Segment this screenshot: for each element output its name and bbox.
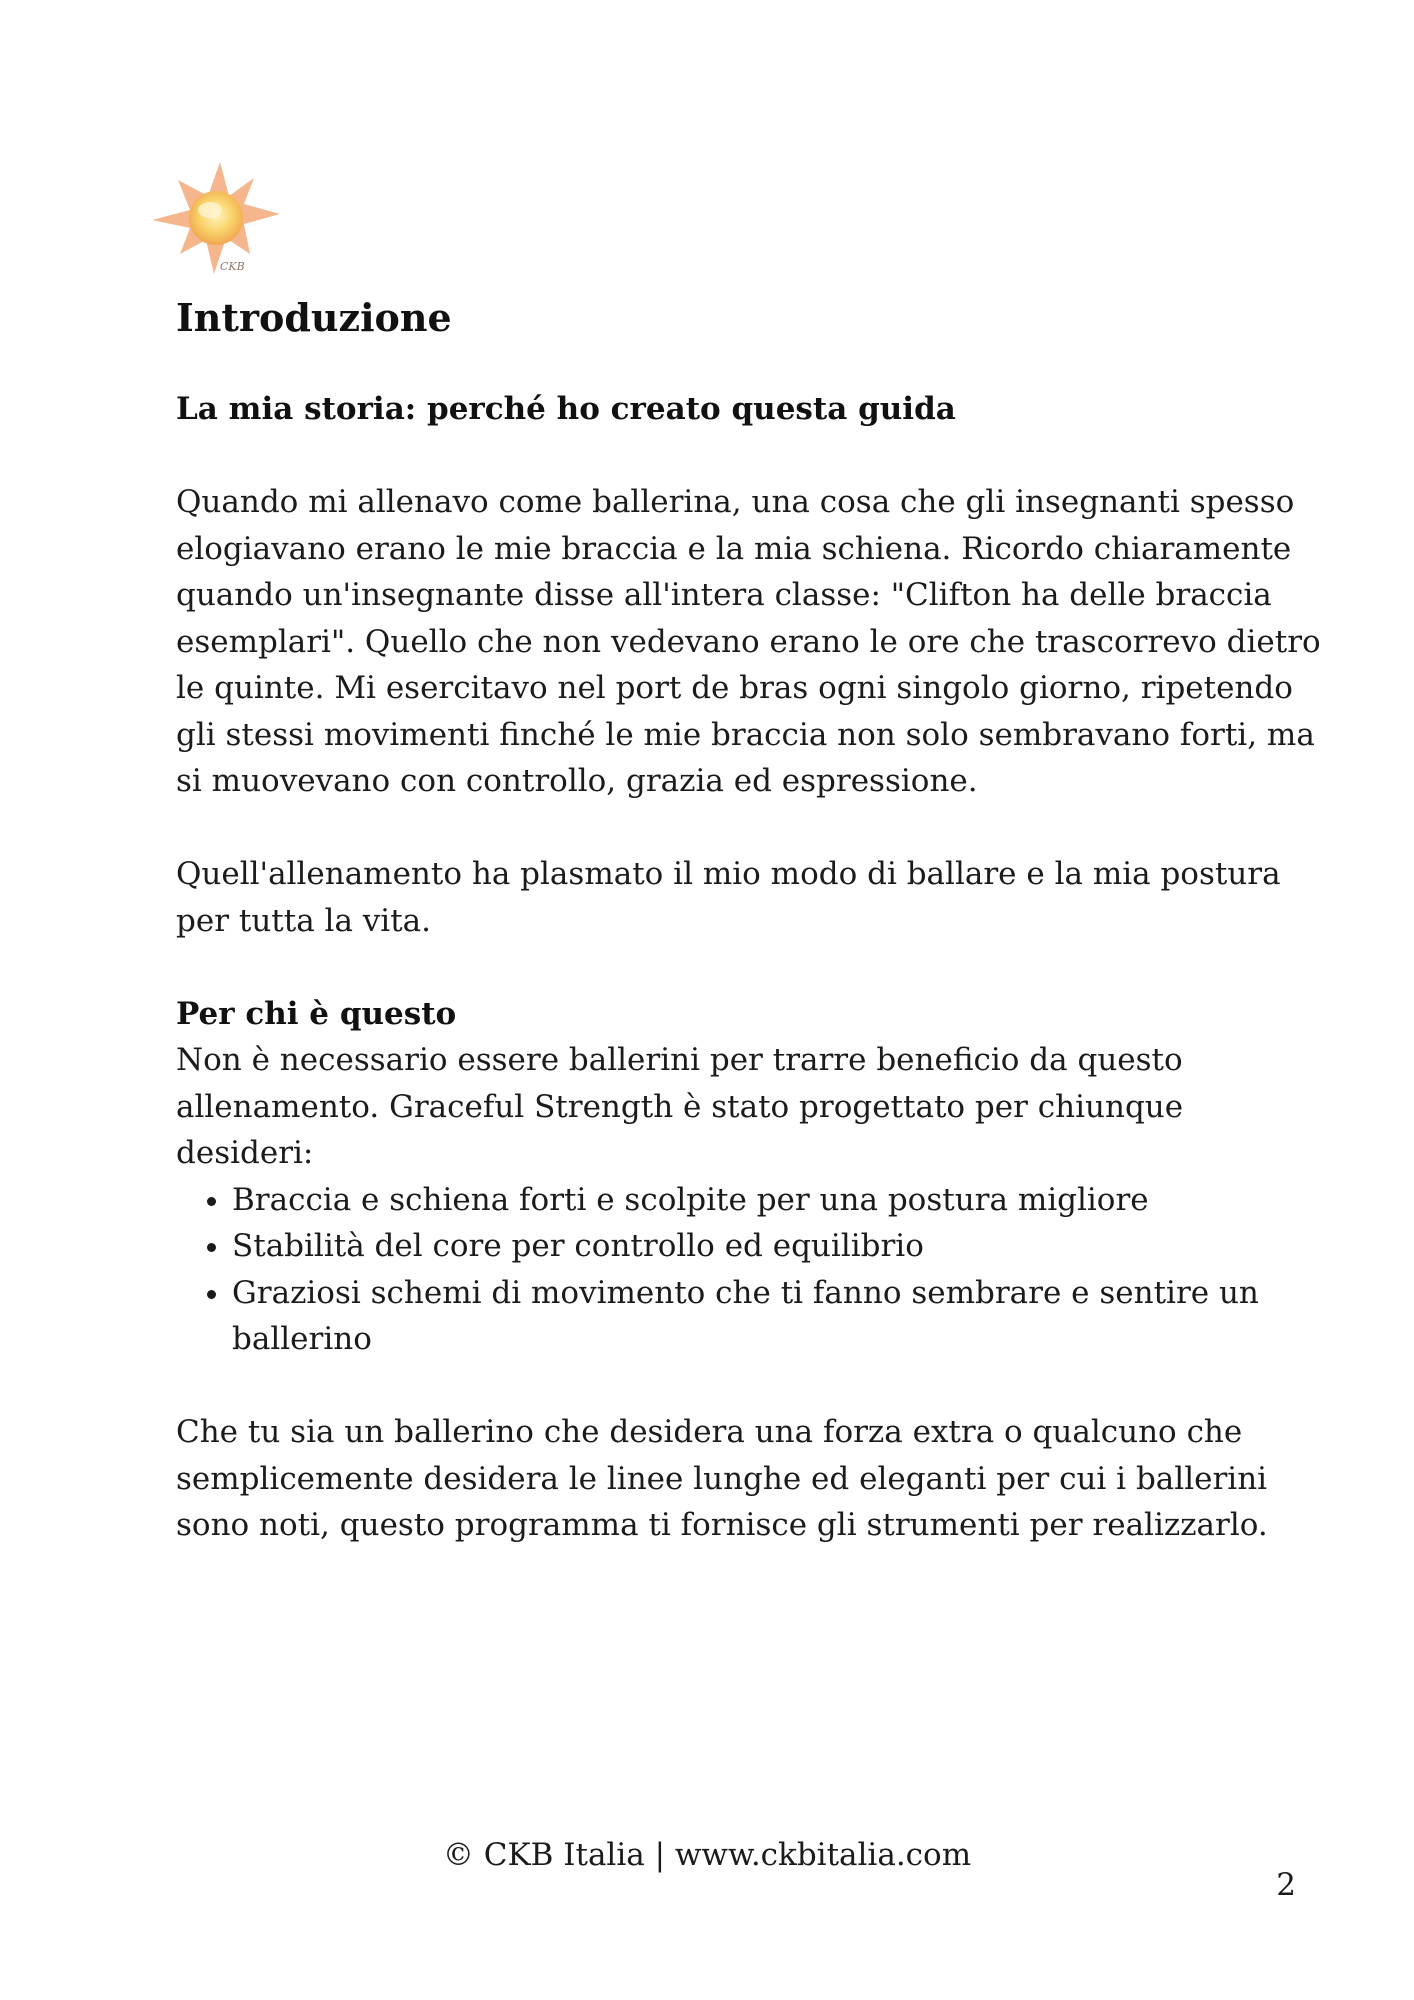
list-item: • Graziosi schemi di movimento che ti fanno sembrare e sentire un ballerino: [232, 1270, 1326, 1363]
audience-paragraph: Non è necessario essere ballerini per trarre beneficio da questo allenamento. Graceful Strength è stato progettato per chiunque desideri:: [176, 1042, 1184, 1171]
logo-text: CKB: [220, 260, 245, 273]
page-content: [176, 288, 1326, 1549]
benefits-list: [176, 1177, 1326, 1363]
list-item: • Stabilità del core per controllo ed equilibrio: [232, 1223, 1326, 1270]
audience-heading: Per chi è questo: [176, 995, 457, 1032]
page-title: Introduzione: [176, 295, 452, 340]
footer-copyright: © CKB Italia | www.ckbitalia.com: [442, 1837, 972, 1873]
list-item: • Braccia e schiena forti e scolpite per una postura migliore: [232, 1177, 1326, 1224]
story-paragraph: Quando mi allenavo come ballerina, una cosa che gli insegnanti spesso elogiavano erano le mie braccia e la mia schiena. Ricordo chiaramente quando un'insegnante disse all'intera classe: "Clifton ha delle braccia esemplari". Quello che non vedevano erano le ore che trascorrevo dietro le quinte. Mi esercitavo nel port de bras ogni singolo giorno, ripetendo gli stessi movimenti finché le mie braccia non solo sembravano forti, ma si muovevano con controllo, grazia ed espressione.: [176, 484, 1321, 799]
story-paragraph-closing: Quell'allenamento ha plasmato il mio modo di ballare e la mia postura per tutta la vita.: [176, 856, 1281, 939]
section-subtitle: La mia storia: perché ho creato questa guida: [176, 391, 956, 427]
sun-logo-icon: [150, 158, 286, 280]
sun-core: [189, 191, 243, 245]
sun-logo-graphic: [150, 158, 286, 280]
closing-paragraph: Che tu sia un ballerino che desidera una forza extra o qualcuno che semplicemente desidera le linee lunghe ed eleganti per cui i ballerini sono noti, questo programma ti fornisce gli strumenti per realizzarlo.: [176, 1414, 1268, 1543]
page-number: 2: [1276, 1867, 1296, 1903]
